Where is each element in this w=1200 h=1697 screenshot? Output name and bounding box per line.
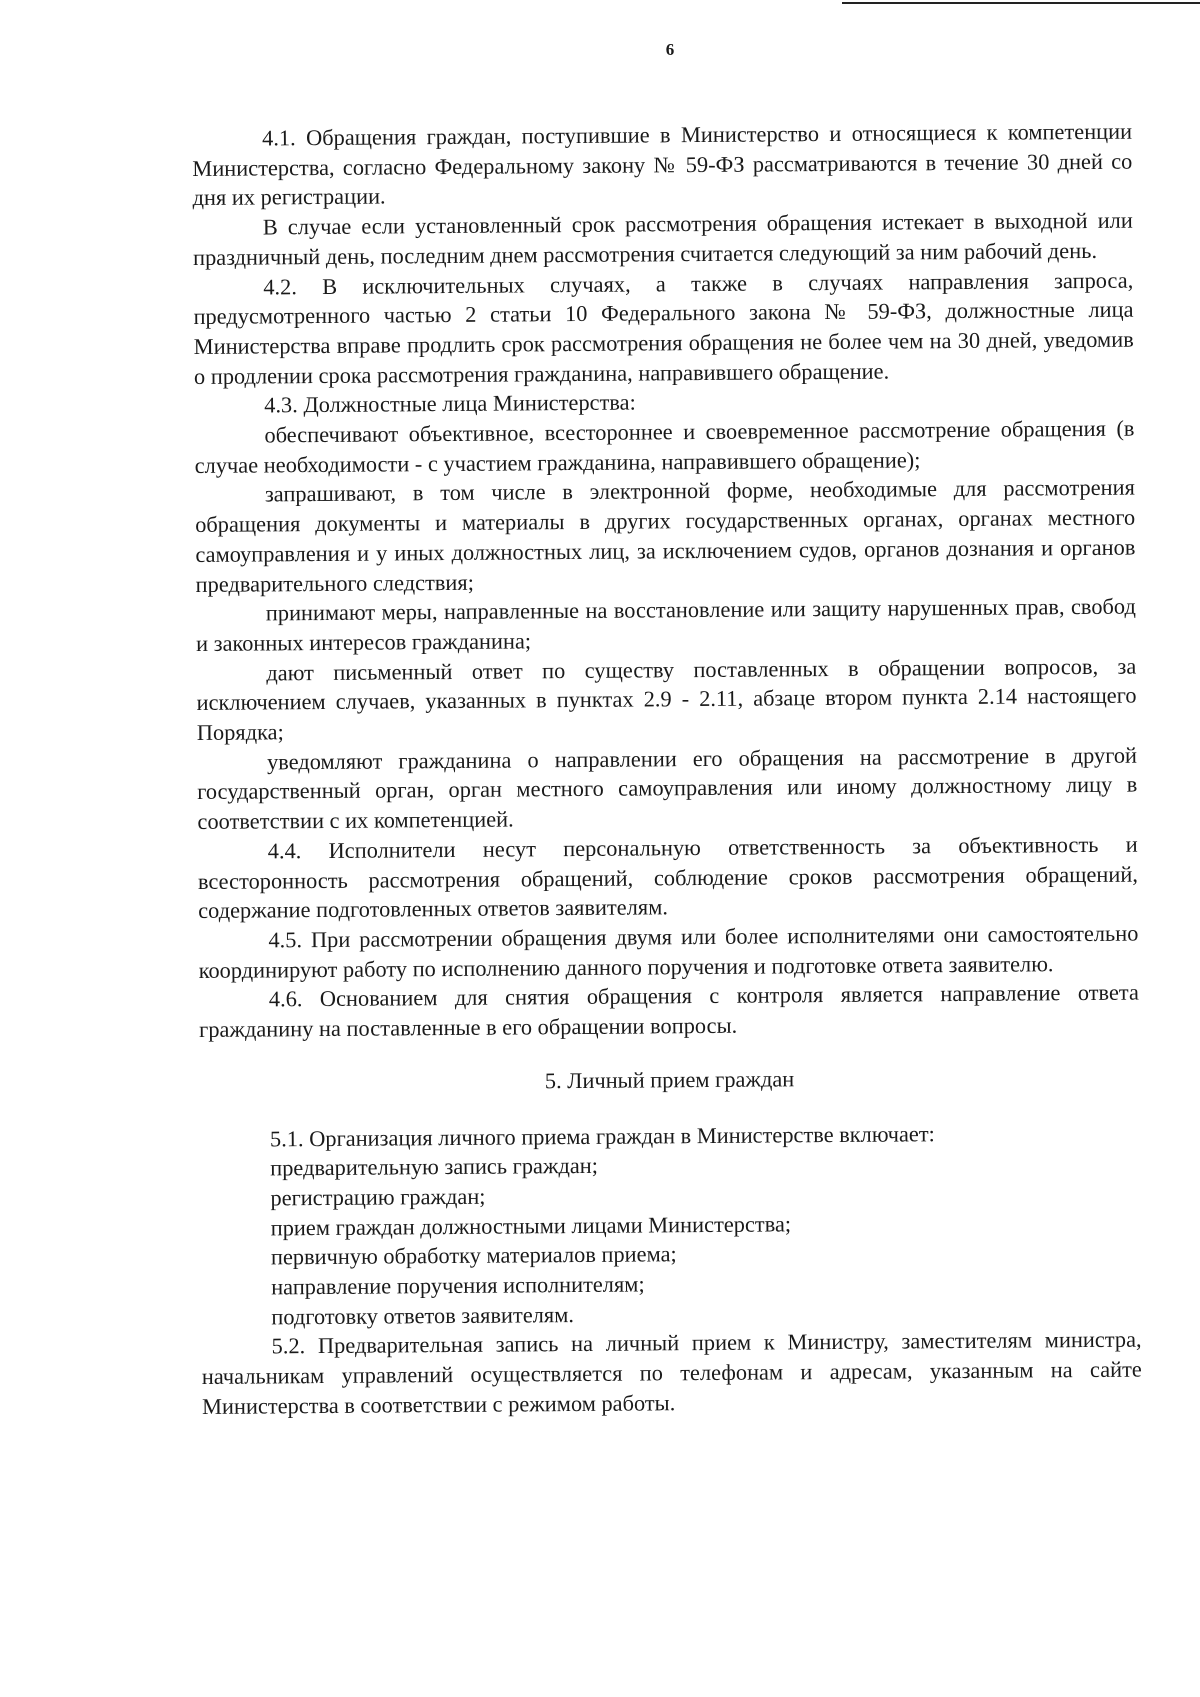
paragraph-4-3: 4.3. Должностные лица Министерства: (264, 389, 636, 418)
list-item-processing: первичную обработку материалов приема; (270, 1241, 677, 1270)
paragraph-4-5: 4.5. При рассмотрении обращения двумя или более исполнителями они самостоятельно координируют работу по исполнению данного поручения и подготовке ответа заявителю. (198, 920, 1139, 983)
paragraph-5-2: 5.2. Предварительная запись на личный прием к Министру, заместителям министра, начальникам управлений осуществляется по телефонам и адресам, указанным на сайте Министерства в соответствии с режимом работы. (201, 1327, 1142, 1419)
duty-written-answer: дают письменный ответ по существу поставленных в обращении вопросов, за исключением случаев, указанных в пунктах 2.9 - 2.11, абзаце втором пункта 2.14 настоящего Порядка; (196, 653, 1137, 746)
list-item-registration: регистрацию граждан; (270, 1183, 486, 1211)
paragraph-deadline-holiday: В случае если установленный срок рассмотрения обращения истекает в выходной или праздничный день, последним днем рассмотрения считается следующий за ним рабочий день. (192, 207, 1133, 270)
list-item-answers: подготовку ответов заявителям. (271, 1301, 575, 1330)
list-item-reception: прием граждан должностными лицами Министерства; (270, 1210, 792, 1241)
document-body (192, 117, 1142, 1422)
duty-request-documents: запрашивают, в том числе в электронной форме, необходимые для рассмотрения обращения документы и материалы в других государственных органах, органах местного самоуправления и у иных должностных лиц, за исключением судов, органов дознания и органов предварительного следствия; (195, 475, 1136, 597)
paragraph-4-2: 4.2. В исключительных случаях, а также в случаях направления запроса, предусмотренного частью 2 статьи 10 Федерального закона № 59-ФЗ, должностные лица Министерства вправе продлить срок рассмотрения обращения не более чем на 30 дней, уведомив о продлении срока рассмотрения гражданина, направившего обращение. (193, 267, 1134, 389)
paragraph-4-1: 4.1. Обращения граждан, поступившие в Министерство и относящиеся к компетенции Министерства, согласно Федеральному закону № 59-ФЗ рассматриваются в течение 30 дней со дня их регистрации. (192, 118, 1133, 211)
list-item-assignment: направление поручения исполнителям; (271, 1271, 645, 1300)
list-item-preregistration: предварительную запись граждан; (270, 1153, 599, 1181)
page-number: 6 (665, 40, 675, 59)
paragraph-5-1: 5.1. Организация личного приема граждан в Министерстве включает: (269, 1120, 935, 1151)
paragraph-4-4: 4.4. Исполнители несут персональную ответственность за объективность и всесторонность рассмотрения обращений, соблюдение сроков рассмотрения обращений, содержание подготовленных ответов заявителям. (197, 831, 1139, 924)
paragraph-4-6: 4.6. Основанием для снятия обращения с контроля является направление ответа гражданину на поставленные в его обращении вопросы. (199, 979, 1139, 1043)
duty-notify-redirect: уведомляют гражданина о направлении его обращения на рассмотрение в другой государственный орган, орган местного самоуправления или иному должностному лицу в соответствии с их компетенцией. (197, 742, 1138, 835)
duty-ensure-review: обеспечивают объективное, всестороннее и своевременное рассмотрение обращения (в случае необходимости - с участием гражданина, направившего обращение); (194, 415, 1135, 478)
top-rule (842, 2, 1200, 4)
duty-take-measures: принимают меры, направленные на восстановление или защиту нарушенных прав, свобод и законных интересов гражданина; (195, 593, 1136, 656)
section-5-heading: 5. Личный прием граждан (544, 1066, 795, 1094)
